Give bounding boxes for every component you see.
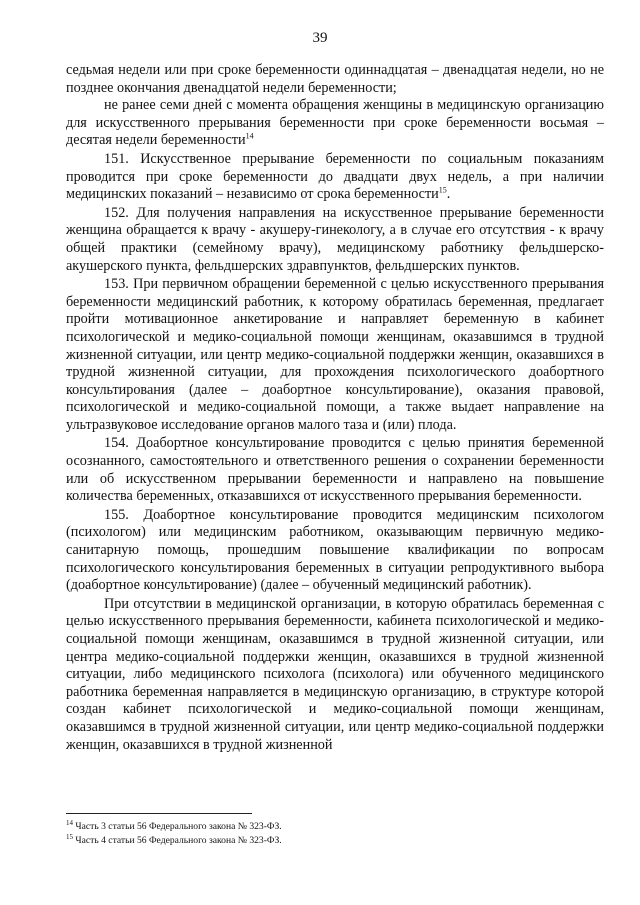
paragraph-end: . bbox=[446, 186, 451, 203]
footnote-ref-15: 15 bbox=[438, 185, 447, 195]
paragraph-151 bbox=[66, 151, 604, 204]
paragraph-text: не ранее семи дней с момента обращения женщины в медицинскую организацию для искусственного прерывания беременности при сроке беременности восьмая – десятая недели беременности bbox=[66, 97, 604, 149]
paragraph-text: 151. Искусственное прерывание беременности по социальным показаниям проводится при сроке беременности до двадцати двух недель, а при наличии медицинских показаний – независимо от срока беременности bbox=[66, 150, 604, 203]
document-body bbox=[66, 62, 604, 754]
footnote-text: Часть 4 статьи 56 Федерального закона № 323-ФЗ. bbox=[73, 835, 282, 846]
footnote-text: Часть 3 статьи 56 Федерального закона № 323-ФЗ. bbox=[73, 821, 282, 832]
paragraph-155-continued: При отсутствии в медицинской организации, в которую обратилась беременная с целью искусственного прерывания беременности, кабинета психологической и медико-социальной помощи женщинам, оказавшимся в трудной жизненной ситуации, или центра медико-социальной поддержки женщин, оказавшихся в трудной жизненной ситуации, либо медицинского психолога (психолога) или обученного медицинского работника беременная направляется в медицинскую организацию, в структуре которой создан кабинет психологической и медико-социальной помощи женщинам, оказавшимся в трудной жизненной ситуации, или центр медико-социальной поддержки женщин, оказавшихся в трудной жизненной bbox=[66, 595, 604, 753]
footnote-divider bbox=[66, 813, 252, 814]
footnote-15 bbox=[66, 834, 606, 848]
footnotes bbox=[66, 820, 606, 848]
paragraph-continuation: седьмая недели или при сроке беременности одиннадцатая – двенадцатая недели, но не позднее окончания двенадцатой недели беременности; bbox=[66, 62, 604, 96]
footnote-mark: 14 bbox=[66, 818, 73, 827]
paragraph-155: 155. Доабортное консультирование проводится медицинским психологом (психологом) или медицинским работником, оказывающим первичную медико-санитарную помощь, прошедшим повышение квалификации по вопросам психологического консультирования беременных в ситуации репродуктивного выбора (доабортное консультирование) (далее – обученный медицинский работник). bbox=[66, 506, 604, 594]
page-number: 39 bbox=[312, 30, 328, 46]
paragraph-waiting-period bbox=[66, 97, 604, 150]
paragraph-152: 152. Для получения направления на искусственное прерывание беременности женщина обращается к врачу - акушеру-гинекологу, а в случае его отсутствия - к врачу общей практики (семейному врачу), медицинскому работнику фельдшерско-акушерского пункта, фельдшерских здравпунктов, фельдшерских пунктов. bbox=[66, 204, 604, 274]
footnote-14 bbox=[66, 820, 606, 834]
paragraph-154: 154. Доабортное консультирование проводится с целью принятия беременной осознанного, самостоятельного и ответственного решения о сохранении беременности или об искусственном прерывании беременности и направлено на повышение количества беременных, отказавшихся от искусственного прерывания беременности. bbox=[66, 435, 604, 505]
footnote-mark: 15 bbox=[66, 832, 73, 841]
paragraph-153: 153. При первичном обращении беременной с целью искусственного прерывания беременности медицинский работник, к которому обратилась беременная, предлагает пройти мотивационное анкетирование и направляет беременную в кабинет психологической и медико-социальной помощи женщинам, оказавшимся в трудной жизненной ситуации, или центр медико-социальной поддержки женщин, оказавшихся в трудной жизненной ситуации, для прохождения психологического доабортного консультирования (далее – доабортное консультирование), оказания правовой, психологической и медико-социальной помощи, а также выдает направление на ультразвуковое исследование органов малого таза и (или) плода. bbox=[66, 276, 604, 433]
footnote-ref-14: 14 bbox=[245, 131, 254, 141]
